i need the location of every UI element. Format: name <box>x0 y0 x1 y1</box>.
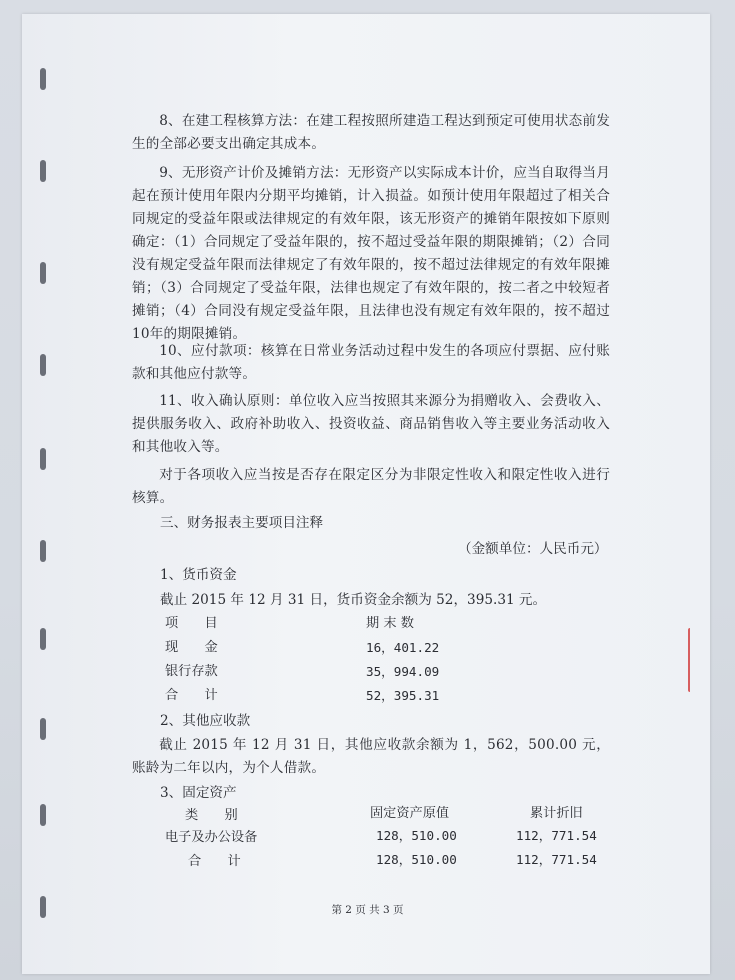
fixed-assets-total-depreciation: 112，771.54 <box>516 852 597 867</box>
binder-hole <box>40 540 46 562</box>
cash-heading: 1、货币资金 <box>160 567 237 583</box>
cash-col-value: 期 末 数 <box>366 616 414 631</box>
fixed-assets-total-original: 128，510.00 <box>376 852 457 867</box>
binder-hole <box>40 628 46 650</box>
binder-hole <box>40 160 46 182</box>
fixed-assets-total-label: 合 计 <box>188 854 241 869</box>
red-seal-edge <box>688 628 700 692</box>
binder-hole <box>40 262 46 284</box>
section-title: 三、财务报表主要项目注释 <box>160 515 324 531</box>
binder-hole <box>40 354 46 376</box>
binder-hole <box>40 804 46 826</box>
paragraph-construction: 8、在建工程核算方法：在建工程按照所建造工程达到预定可使用状态前发生的全部必要支出确定其成本。 <box>132 113 610 152</box>
paragraph-intangible-assets: 9、无形资产计价及摊销方法：无形资产以实际成本计价，应当自取得当月起在预计使用年限内分期平均摊销，计入损益。如预计使用年限超过了相关合同规定的受益年限或法律规定的有效年限，该无形资产的摊销年限按如下原则确定：（1）合同规定了受益年限的，按不超过受益年限的期限摊销；（2）合同没有规定受益年限而法律规定了有效年限的，按不超过法律规定的有效年限摊销；（3）合同规定了受益年限，法律也规定了有效年限的，按二者之中较短者摊销；（4）合同没有规定受益年限，且法律也没有规定有效年限的，按不超过10年的期限摊销。 <box>132 165 610 342</box>
page-number: 第 2 页 共 3 页 <box>331 904 404 916</box>
paragraph-revenue-classification: 对于各项收入应当按是否存在限定区分为非限定性收入和限定性收入进行核算。 <box>132 467 610 506</box>
fixed-assets-row-label: 电子及办公设备 <box>165 830 258 845</box>
binder-hole <box>40 448 46 470</box>
receivables-heading: 2、其他应收款 <box>160 713 251 729</box>
paragraph-revenue-recognition: 11、收入确认原则：单位收入应当按照其来源分为捐赠收入、会费收入、提供服务收入、政府补助收入、投资收益、商品销售收入等主要业务活动收入和其他收入等。 <box>132 393 610 455</box>
fixed-assets-col-depreciation: 累计折旧 <box>530 806 583 821</box>
fixed-assets-col-type: 类 别 <box>185 808 238 823</box>
cash-total-value: 52，395.31 <box>366 688 440 703</box>
binder-hole <box>40 68 46 90</box>
cash-row-value: 16，401.22 <box>366 640 440 655</box>
cash-row-label: 银行存款 <box>165 664 218 679</box>
cash-total-label: 合 计 <box>165 688 218 703</box>
paragraph-payables: 10、应付款项：核算在日常业务活动过程中发生的各项应付票据、应付账款和其他应付款等。 <box>132 343 610 382</box>
amount-unit-note: （金额单位：人民币元） <box>458 541 608 557</box>
fixed-assets-row-original: 128，510.00 <box>376 828 457 843</box>
receivables-summary: 截止 2015 年 12 月 31 日，其他应收款余额为 1，562，500.00 元，账龄为二年以内，为个人借款。 <box>132 737 610 776</box>
cash-summary: 截止 2015 年 12 月 31 日，货币资金余额为 52，395.31 元。 <box>160 592 547 608</box>
cash-row-value: 35，994.09 <box>366 664 440 679</box>
cash-col-item: 项 目 <box>165 616 218 631</box>
fixed-assets-col-original: 固定资产原值 <box>370 806 450 821</box>
cash-row-label: 现 金 <box>165 640 218 655</box>
fixed-assets-heading: 3、固定资产 <box>160 785 237 801</box>
fixed-assets-row-depreciation: 112，771.54 <box>516 828 597 843</box>
binder-hole <box>40 718 46 740</box>
